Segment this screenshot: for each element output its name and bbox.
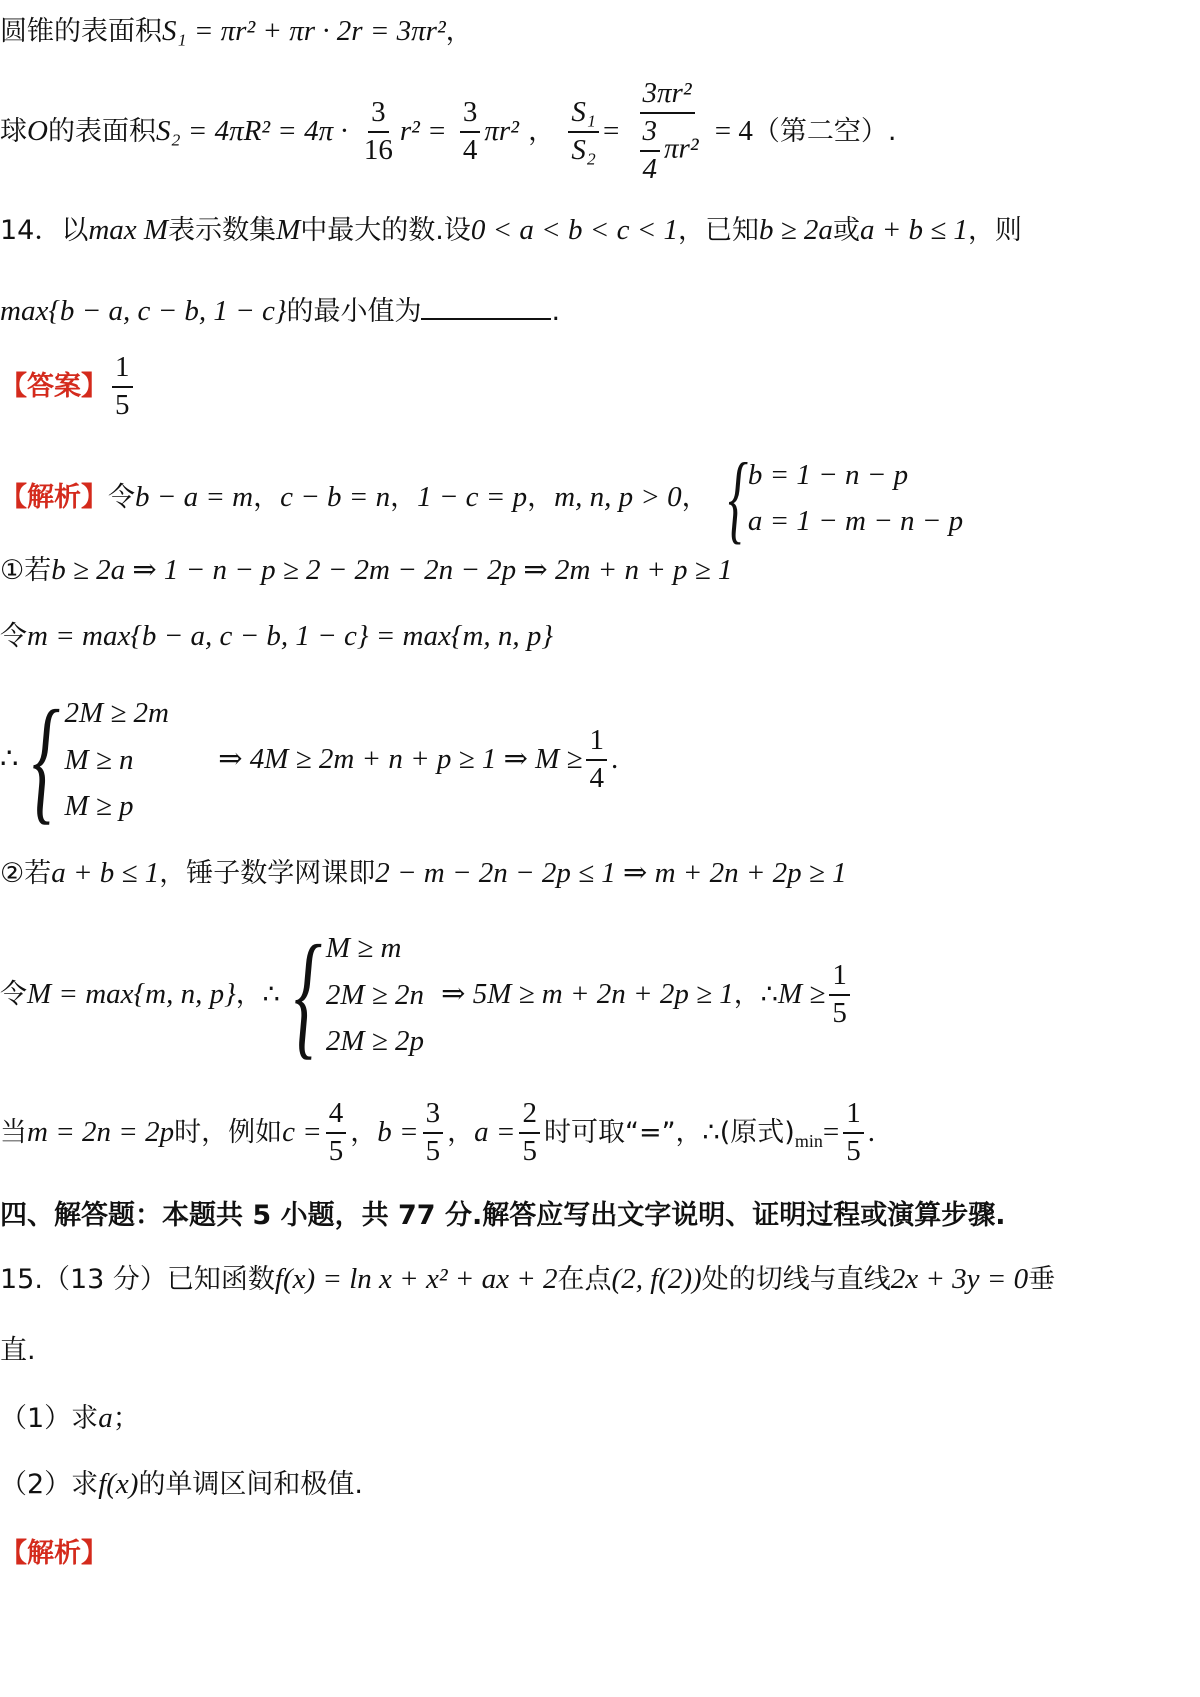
analysis2-line xyxy=(0,1538,108,1567)
frac-den: 4 xyxy=(589,762,604,794)
fraction xyxy=(586,725,607,795)
text: 中最大的数.设 xyxy=(300,215,471,246)
frac-den: 5 xyxy=(832,997,847,1029)
text: 的表面积 xyxy=(47,115,156,147)
text: ， xyxy=(445,16,473,47)
system2-line xyxy=(0,917,854,1072)
frac-den: 4 xyxy=(642,152,658,185)
case2-line xyxy=(0,858,847,888)
math: a = xyxy=(474,1115,516,1148)
text: ， xyxy=(350,1116,378,1148)
system-rows xyxy=(748,452,963,545)
frac-num: 3 xyxy=(460,97,481,133)
frac-num: 3 xyxy=(423,1098,444,1134)
text: （2）求 xyxy=(0,1469,99,1500)
text: 球 xyxy=(0,115,27,147)
analysis-label: 【解析】 xyxy=(0,1538,108,1569)
fraction xyxy=(843,1098,864,1168)
system-rows xyxy=(326,925,424,1064)
case1-line xyxy=(0,555,732,585)
frac-den: 4 xyxy=(462,133,478,166)
math: b = xyxy=(377,1115,419,1148)
math: m = max{b − a, c − b, 1 − c} = max{m, n, p} xyxy=(27,620,553,652)
answer-line xyxy=(0,352,137,422)
frac-den: 5 xyxy=(522,1134,537,1167)
frac-den: 5 xyxy=(846,1134,861,1167)
math: M ≥ xyxy=(777,978,826,1010)
math: b ≥ 2a ⇒ 1 − n − p ≥ 2 − 2m − 2n − 2p ⇒ 2m + n + p ≥ 1 xyxy=(51,554,733,586)
text: 时，例如 xyxy=(174,1116,283,1148)
math: f(x) = ln x + x² + ax + 2 xyxy=(274,1263,558,1295)
answer-label: 【答案】 xyxy=(0,370,108,402)
text: 在点 xyxy=(557,1264,612,1295)
text: ，∴ xyxy=(733,979,778,1010)
math: max M xyxy=(88,214,169,246)
fraction xyxy=(829,960,850,1030)
text: 15.（13 分）已知函数 xyxy=(0,1264,275,1295)
analysis-line xyxy=(0,442,964,553)
math: max{b − a, c − b, 1 − c} xyxy=(0,295,287,327)
math: a xyxy=(98,1402,113,1434)
text: 圆锥的表面积 xyxy=(0,16,162,47)
q14-line1 xyxy=(0,215,1022,245)
math: b ≥ 2a xyxy=(759,214,833,246)
text: 令 xyxy=(0,621,27,652)
q15-part1 xyxy=(0,1403,140,1433)
frac-num: 1 xyxy=(829,960,850,996)
fraction xyxy=(640,116,661,186)
text: 令 xyxy=(108,482,135,513)
math: πr² xyxy=(664,132,699,165)
text: 表示数集 xyxy=(168,215,277,246)
fraction xyxy=(326,1098,347,1168)
q15-line2 xyxy=(0,1335,36,1364)
section-title: 四、解答题：本题共 5 小题，共 77 分.解答应写出文字说明、证明过程或演算步骤. xyxy=(0,1200,1006,1231)
frac-num: 1 xyxy=(843,1098,864,1134)
math: c − b = n xyxy=(280,481,391,513)
therefore-icon: ∴ xyxy=(0,743,19,775)
text: 或 xyxy=(832,215,860,246)
math: M xyxy=(276,214,301,246)
equation-system xyxy=(718,442,964,553)
math: c = xyxy=(282,1115,322,1148)
text: ，∴ xyxy=(235,979,280,1010)
frac-num: 3πr² xyxy=(640,78,695,114)
system-row: b = 1 − n − p xyxy=(747,458,909,491)
math: = xyxy=(602,114,620,147)
text: ， xyxy=(528,115,556,147)
let1-line xyxy=(0,621,553,651)
system-rows xyxy=(64,690,169,829)
math: m = 2n = 2p xyxy=(27,1115,175,1148)
analysis-label: 【解析】 xyxy=(0,482,108,513)
text: 时可取“=”，∴(原式) xyxy=(543,1116,795,1148)
frac-den: 5 xyxy=(425,1134,441,1167)
text: 的最小值为 xyxy=(286,296,422,327)
math: M = max{m, n, p} xyxy=(27,978,236,1010)
math: a + b ≤ 1 xyxy=(51,857,160,889)
frac-num: 1 xyxy=(586,725,607,761)
frac-den: 16 xyxy=(363,133,393,166)
frac-num: 4 xyxy=(326,1098,347,1134)
math: b − a = m xyxy=(135,481,254,513)
frac-num: 3 xyxy=(368,97,389,133)
math: r² = xyxy=(399,114,447,147)
math: = xyxy=(822,1115,840,1148)
frac-den: 5 xyxy=(115,388,130,421)
text: ， xyxy=(681,482,709,513)
math: 2x + 3y = 0 xyxy=(890,1263,1029,1295)
math: S₁ = πr² + πr · 2r = 3πr² xyxy=(162,15,446,47)
math: a + b ≤ 1 xyxy=(859,214,968,246)
math: 1 − c = p xyxy=(417,481,528,513)
subscript: min xyxy=(794,1130,823,1151)
text: ①若 xyxy=(0,555,52,586)
brace-icon: { xyxy=(32,682,61,837)
text: ，锤子数学网课即 xyxy=(159,858,376,889)
text: ，则 xyxy=(967,215,1022,246)
math: (2, f(2)) xyxy=(611,1263,702,1295)
text: ， xyxy=(390,482,418,513)
fraction xyxy=(568,97,599,167)
system-row: 2M ≥ 2p xyxy=(325,1025,424,1058)
system-row: a = 1 − m − n − p xyxy=(747,505,964,537)
system-row: M ≥ m xyxy=(325,932,402,965)
fraction xyxy=(361,97,396,167)
q15-part2 xyxy=(0,1469,363,1499)
cone-surface-line xyxy=(0,16,473,46)
text: 直. xyxy=(0,1335,36,1366)
text: ， xyxy=(527,482,555,513)
text: ②若 xyxy=(0,858,52,889)
math: 2 − m − 2n − 2p ≤ 1 ⇒ m + 2n + 2p ≥ 1 xyxy=(375,857,847,889)
equality-case-line xyxy=(0,1098,875,1168)
inequality-system xyxy=(280,917,424,1072)
section4-title xyxy=(0,1200,1005,1229)
text: 的单调区间和极值. xyxy=(138,1469,364,1500)
answer-blank xyxy=(421,292,551,320)
text: . xyxy=(551,296,561,327)
system-row: 2M ≥ 2m xyxy=(64,697,169,730)
math: S₂ = 4πR² = 4π · xyxy=(155,114,348,147)
brace-icon: { xyxy=(727,442,748,553)
text: . xyxy=(867,1115,875,1148)
brace-icon: { xyxy=(293,917,322,1072)
q15-line1 xyxy=(0,1264,1055,1294)
fraction xyxy=(423,1098,444,1168)
q14-line2 xyxy=(0,292,560,326)
sphere-surface-line xyxy=(0,78,896,186)
text: ， xyxy=(253,482,281,513)
fraction xyxy=(112,352,133,422)
inequality-system xyxy=(18,682,169,837)
fraction xyxy=(460,97,481,167)
math: πr² xyxy=(484,114,519,147)
system-row: M ≥ n xyxy=(64,743,134,776)
system-row: 2M ≥ 2n xyxy=(325,978,424,1011)
system-row: M ≥ p xyxy=(64,790,134,823)
math: ⇒ 5M ≥ m + 2n + 2p ≥ 1 xyxy=(441,978,734,1010)
text: ； xyxy=(112,1403,140,1434)
fraction xyxy=(519,1098,540,1168)
frac-den: 5 xyxy=(328,1134,344,1167)
system1-line xyxy=(0,682,619,837)
frac-den xyxy=(633,114,702,186)
fraction xyxy=(633,78,702,186)
text: . xyxy=(610,743,619,775)
text: 14．以 xyxy=(0,215,89,246)
math: ⇒ 4M ≥ 2m + n + p ≥ 1 ⇒ M ≥ xyxy=(218,743,583,775)
math: O xyxy=(27,114,48,147)
text: （第二空）. xyxy=(752,115,897,147)
text: 当 xyxy=(0,1116,27,1148)
math: f(x) xyxy=(98,1468,139,1500)
text: ，已知 xyxy=(678,215,760,246)
frac-num: 2 xyxy=(519,1098,540,1134)
math: m, n, p > 0 xyxy=(554,481,682,513)
frac-den: S₂ xyxy=(571,133,596,166)
text: 令 xyxy=(0,979,27,1010)
text: （1）求 xyxy=(0,1403,99,1434)
text: 垂 xyxy=(1028,1264,1056,1295)
math: 0 < a < b < c < 1 xyxy=(470,214,679,246)
text: ， xyxy=(447,1116,475,1148)
frac-num: S₁ xyxy=(568,97,599,133)
math: = 4 xyxy=(714,114,753,147)
frac-num: 1 xyxy=(112,352,133,388)
frac-num: 3 xyxy=(640,116,661,152)
text: 处的切线与直线 xyxy=(701,1264,891,1295)
